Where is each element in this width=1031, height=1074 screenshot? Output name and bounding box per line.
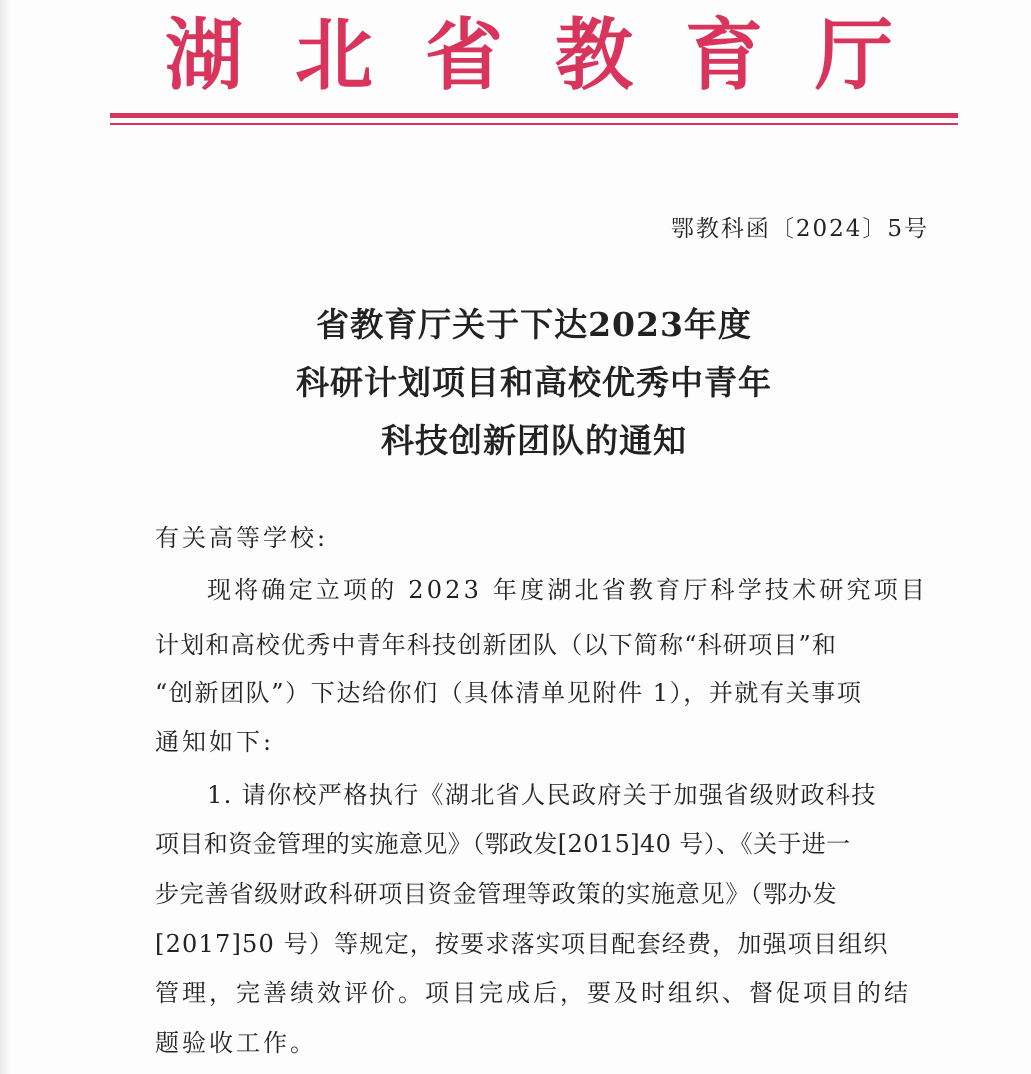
body-line: 管理，完善绩效评价。项目完成后，要及时组织、督促项目的结	[155, 979, 911, 1007]
issuer-masthead: 湖北省教育厅	[164, 11, 945, 101]
masthead-rule-thick	[110, 113, 958, 118]
body-line: 计划和高校优秀中青年科技创新团队（以下简称“科研项目”和	[155, 631, 838, 659]
body-line: 项目和资金管理的实施意见》（鄂政发[2015]40 号）、《关于进一	[155, 830, 851, 858]
body-line: 通知如下:	[155, 728, 275, 756]
title-line: 科技创新团队的通知	[381, 421, 687, 460]
body-line: 步完善省级财政科研项目资金管理等政策的实施意见》（鄂办发	[155, 880, 838, 908]
body-line: [2017]50 号）等规定，按要求落实项目配套经费，加强项目组织	[155, 930, 889, 958]
salutation: 有关高等学校:	[155, 524, 329, 552]
body-line: 1. 请你校严格执行《湖北省人民政府关于加强省级财政科技	[207, 781, 877, 809]
body-line: “创新团队”）下达给你们（具体清单见附件 1），并就有关事项	[155, 679, 863, 707]
scan-edge-shadow	[0, 0, 10, 1074]
title-line: 科研计划项目和高校优秀中青年	[296, 363, 772, 402]
document-number: 鄂教科函〔2024〕5号	[670, 216, 929, 242]
document-title	[110, 296, 958, 470]
body-line: 现将确定立项的 2023 年度湖北省教育厅科学技术研究项目	[207, 576, 929, 604]
body-line: 题验收工作。	[155, 1029, 317, 1057]
title-line: 省教育厅关于下达2023年度	[316, 305, 752, 344]
masthead-rule-thin	[110, 123, 958, 125]
